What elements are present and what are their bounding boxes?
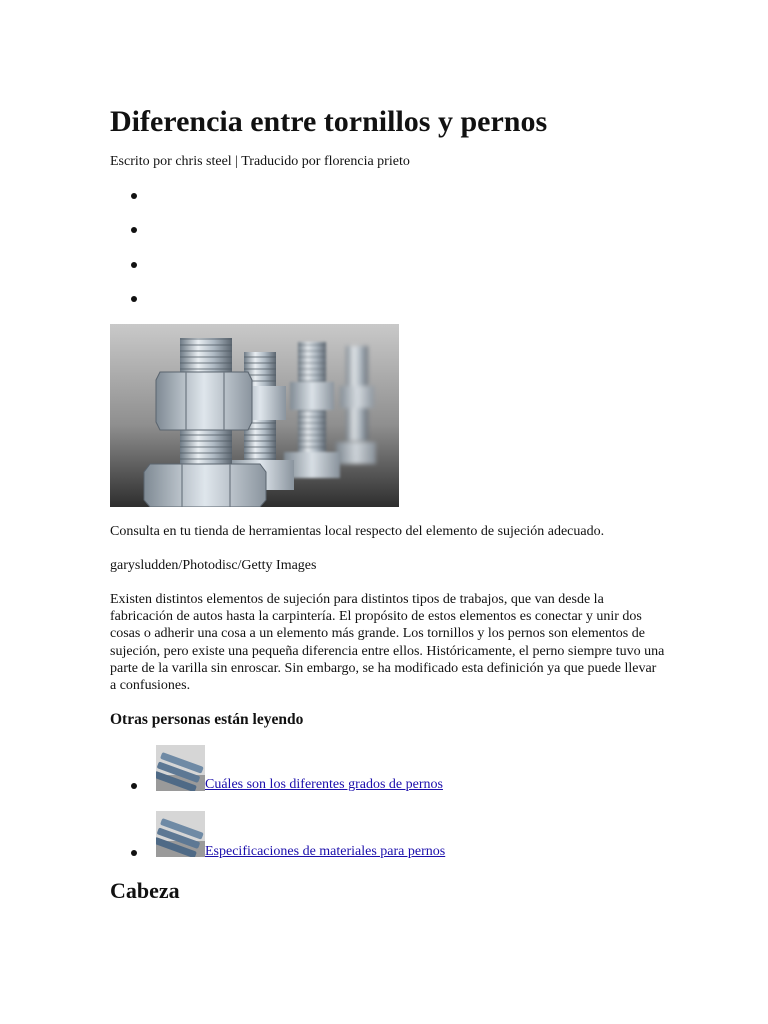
bolts-photo — [110, 324, 399, 507]
related-link[interactable]: Especificaciones de materiales para pernos — [205, 844, 446, 859]
list-bullet — [131, 783, 137, 789]
related-thumbnail[interactable] — [156, 745, 205, 791]
article-title: Diferencia entre tornillos y pernos — [110, 105, 548, 138]
article-byline: Escrito por chris steel | Traducido por florencia prieto — [110, 154, 410, 169]
article-body: Existen distintos elementos de sujeción para distintos tipos de trabajos, que van desde la fabricación de autos hasta la carpintería. El propósito de estos elementos es conectar y unir dos cosas o adherir una cosa a un elemento más grande. Los tornillos y los pernos son elementos de sujeción, pero existe una pequeña diferencia entre ellos. Históricamente, el perno siempre tuvo una parte de la varilla sin enroscar. Sin embargo, se ha modificado esta definición ya que puede llevar a confusiones. — [110, 592, 665, 694]
list-bullet — [131, 850, 137, 856]
section-heading: Cabeza — [110, 878, 180, 903]
share-item-bullet[interactable] — [131, 296, 137, 302]
image-caption: Consulta en tu tienda de herramientas local respecto del elemento de sujeción adecuado. — [110, 524, 605, 539]
share-item-bullet[interactable] — [131, 262, 137, 268]
related-link[interactable]: Cuáles son los diferentes grados de pernos — [205, 777, 443, 792]
related-thumbnail[interactable] — [156, 811, 205, 857]
others-reading-heading: Otras personas están leyendo — [110, 711, 304, 728]
share-item-bullet[interactable] — [131, 193, 137, 199]
image-credit: garysludden/Photodisc/Getty Images — [110, 558, 317, 573]
share-item-bullet[interactable] — [131, 227, 137, 233]
